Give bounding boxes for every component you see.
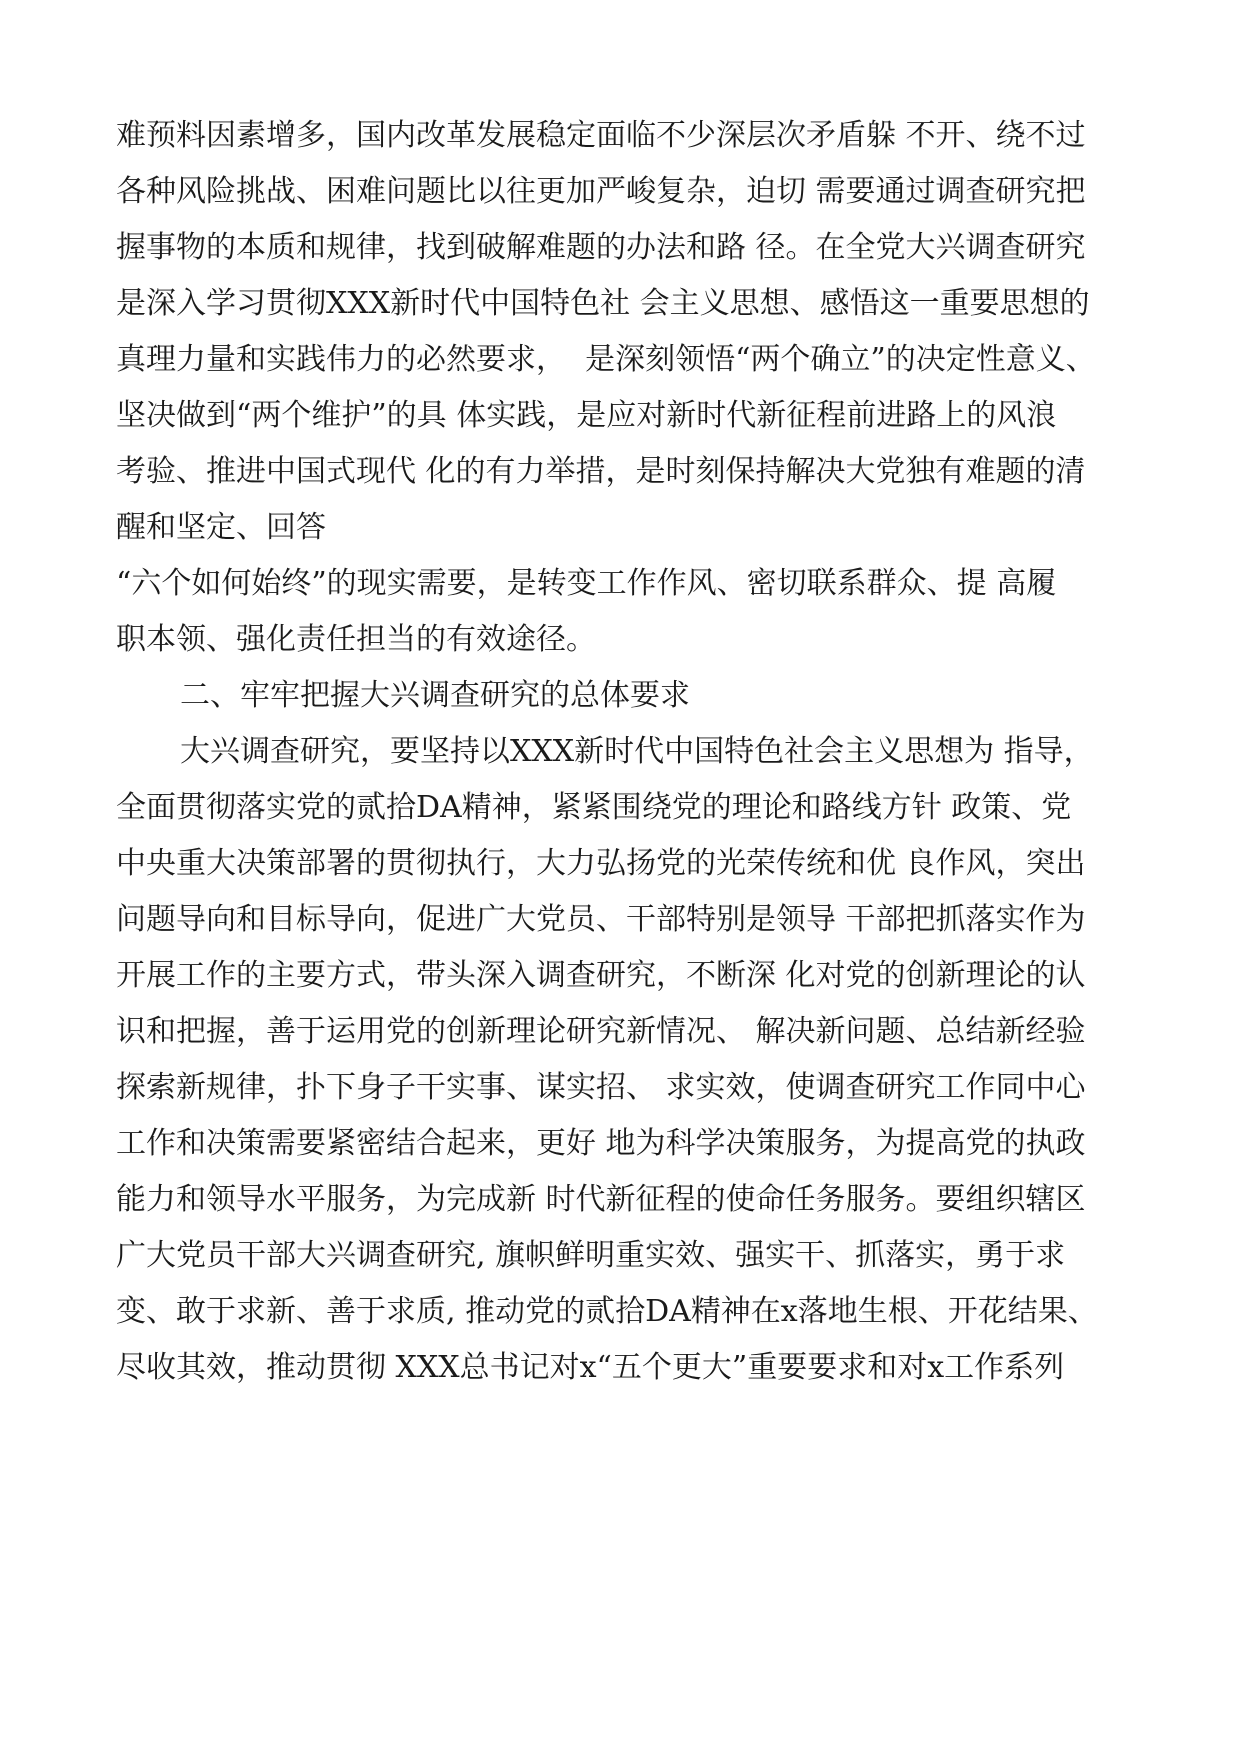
text-line: 全面贯彻落实党的贰拾DA精神，紧紧围绕党的理论和路线方针 政策、党: [116, 790, 1072, 825]
text-line: 难预料因素增多，国内改革发展稳定面临不少深层次矛盾躲 不开、绕不过: [116, 118, 1086, 153]
text-line: 醒和坚定、回答: [116, 510, 326, 545]
text-line: 考验、推进中国式现代 化的有力举措，是时刻保持解决大党独有难题的清: [116, 454, 1086, 489]
text-line: 尽收其效，推动贯彻 XXX总书记对x“五个更大”重要要求和对x工作系列: [116, 1350, 1065, 1385]
section-heading: 二、牢牢把握大兴调查研究的总体要求: [180, 678, 690, 713]
text-line: 是深入学习贯彻XXX新时代中国特色社 会主义思想、感悟这一重要思想的: [116, 286, 1090, 321]
text-line: 问题导向和目标导向，促进广大党员、干部特别是领导 干部把抓落实作为: [116, 902, 1086, 937]
text-line: 识和把握，善于运用党的创新理论研究新情况、 解决新问题、总结新经验: [116, 1014, 1086, 1049]
text-line: 中央重大决策部署的贯彻执行，大力弘扬党的光荣传统和优 良作风，突出: [116, 846, 1086, 881]
text-line: 各种风险挑战、困难问题比以往更加严峻复杂，迫切 需要通过调查研究把: [116, 174, 1086, 209]
text-line: 探索新规律，扑下身子干实事、谋实招、 求实效，使调查研究工作同中心: [116, 1070, 1086, 1105]
text-line: 真理力量和实践伟力的必然要求， 是深刻领悟“两个确立”的决定性意义、: [116, 342, 1096, 377]
text-line: 握事物的本质和规律，找到破解难题的办法和路 径。在全党大兴调查研究: [116, 230, 1086, 265]
text-line: 变、敢于求新、善于求质, 推动党的贰拾DA精神在x落地生根、开花结果、: [116, 1294, 1098, 1329]
text-line: 能力和领导水平服务，为完成新 时代新征程的使命任务服务。要组织辖区: [116, 1182, 1086, 1217]
text-line: 广大党员干部大兴调查研究, 旗帜鲜明重实效、强实干、抓落实，勇于求: [116, 1238, 1066, 1273]
text-line: 职本领、强化责任担当的有效途径。: [116, 622, 596, 657]
text-line: “六个如何始终”的现实需要，是转变工作作风、密切联系群众、提 高履: [116, 566, 1057, 601]
text-line: 开展工作的主要方式，带头深入调查研究，不断深 化对党的创新理论的认: [116, 958, 1086, 993]
text-line: 大兴调查研究，要坚持以XXX新时代中国特色社会主义思想为 指导，: [180, 734, 1094, 769]
text-line: 坚决做到“两个维护”的具 体实践，是应对新时代新征程前进路上的风浪: [116, 398, 1057, 433]
text-line: 工作和决策需要紧密结合起来，更好 地为科学决策服务，为提高党的执政: [116, 1126, 1086, 1161]
